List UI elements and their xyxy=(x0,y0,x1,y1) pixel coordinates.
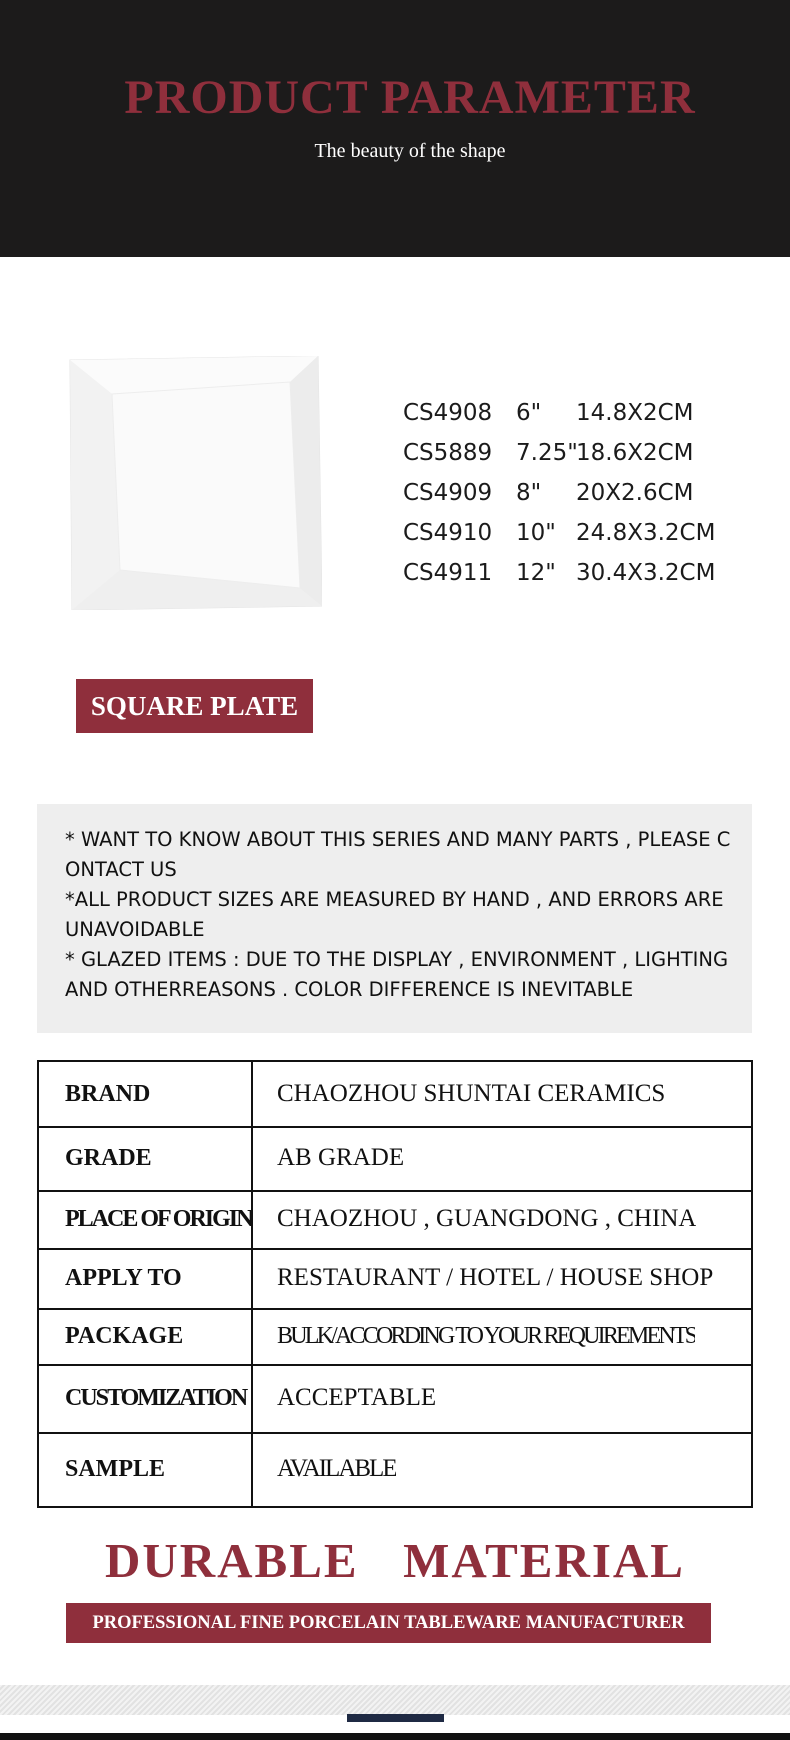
spec-row-sample xyxy=(39,1432,751,1506)
spec-key: GRADE xyxy=(39,1126,253,1190)
spec-row-customization xyxy=(39,1364,751,1434)
size-dimension: 30.4X3.2CM xyxy=(576,560,716,586)
spec-value: CHAOZHOU SHUNTAI CERAMICS xyxy=(277,1080,666,1107)
spec-key: BRAND xyxy=(39,1062,253,1126)
durable-material-heading: DURABLE MATERIAL xyxy=(105,1533,685,1588)
spec-key: PLACE OF ORIGIN xyxy=(39,1190,253,1248)
spec-key: PACKAGE xyxy=(39,1308,253,1364)
spec-row-package xyxy=(39,1308,751,1366)
spec-row-apply xyxy=(39,1248,751,1310)
spec-value: RESTAURANT / HOTEL / HOUSE SHOP xyxy=(277,1264,714,1291)
spec-value: AB GRADE xyxy=(277,1144,405,1171)
spec-key: CUSTOMIZATION xyxy=(39,1364,253,1432)
size-dimension: 14.8X2CM xyxy=(576,400,694,426)
size-code: CS4911 xyxy=(403,560,493,586)
decorative-stripe xyxy=(0,1685,790,1715)
note-item: * GLAZED ITEMS : DUE TO THE DISPLAY , ENVIRONMENT , LIGHTING AND OTHERREASONS . COLOR DIFFERENCE IS INEVITABLE xyxy=(65,948,729,1001)
spec-value: CHAOZHOU , GUANGDONG , CHINA xyxy=(277,1205,697,1232)
notes-box xyxy=(37,804,752,1033)
size-row xyxy=(403,480,715,520)
spec-row-grade xyxy=(39,1126,751,1192)
size-dimension: 20X2.6CM xyxy=(576,480,694,506)
size-dimension: 24.8X3.2CM xyxy=(576,520,716,546)
spec-value: AVAILABLE xyxy=(277,1455,396,1482)
size-inch: 8" xyxy=(516,480,542,506)
page-subtitle: The beauty of the shape xyxy=(314,140,506,162)
size-row xyxy=(403,560,715,600)
size-row xyxy=(403,400,715,440)
header-banner xyxy=(0,0,790,257)
page-title: PRODUCT PARAMETER xyxy=(124,71,696,124)
size-list xyxy=(403,400,715,600)
size-row xyxy=(403,520,715,560)
spec-row-brand xyxy=(39,1062,751,1128)
size-code: CS5889 xyxy=(403,440,493,466)
note-item: *ALL PRODUCT SIZES ARE MEASURED BY HAND , AND ERRORS ARE UNAVOIDABLE xyxy=(65,888,724,941)
size-inch: 10" xyxy=(516,520,556,546)
size-inch: 7.25" xyxy=(516,440,578,466)
stripe-accent-bar xyxy=(347,1714,444,1722)
spec-row-origin xyxy=(39,1190,751,1250)
spec-value: ACCEPTABLE xyxy=(277,1384,437,1411)
size-dimension: 18.6X2CM xyxy=(576,440,694,466)
manufacturer-banner: PROFESSIONAL FINE PORCELAIN TABLEWARE MANUFACTURER xyxy=(66,1603,711,1643)
note-item: * WANT TO KNOW ABOUT THIS SERIES AND MANY PARTS , PLEASE CONTACT US xyxy=(65,828,731,881)
size-code: CS4910 xyxy=(403,520,493,546)
size-row xyxy=(403,440,715,480)
bottom-border xyxy=(0,1733,790,1740)
spec-key: SAMPLE xyxy=(39,1432,253,1506)
size-code: CS4908 xyxy=(403,400,493,426)
size-inch: 6" xyxy=(516,400,542,426)
product-type-tag: SQUARE PLATE xyxy=(76,679,313,733)
spec-value: BULK/ACCORDING TO YOUR REQUIREMENTS xyxy=(277,1322,696,1349)
spec-table xyxy=(37,1060,753,1508)
size-code: CS4909 xyxy=(403,480,493,506)
square-plate-image xyxy=(68,356,322,610)
size-inch: 12" xyxy=(516,560,556,586)
spec-key: APPLY TO xyxy=(39,1248,253,1308)
